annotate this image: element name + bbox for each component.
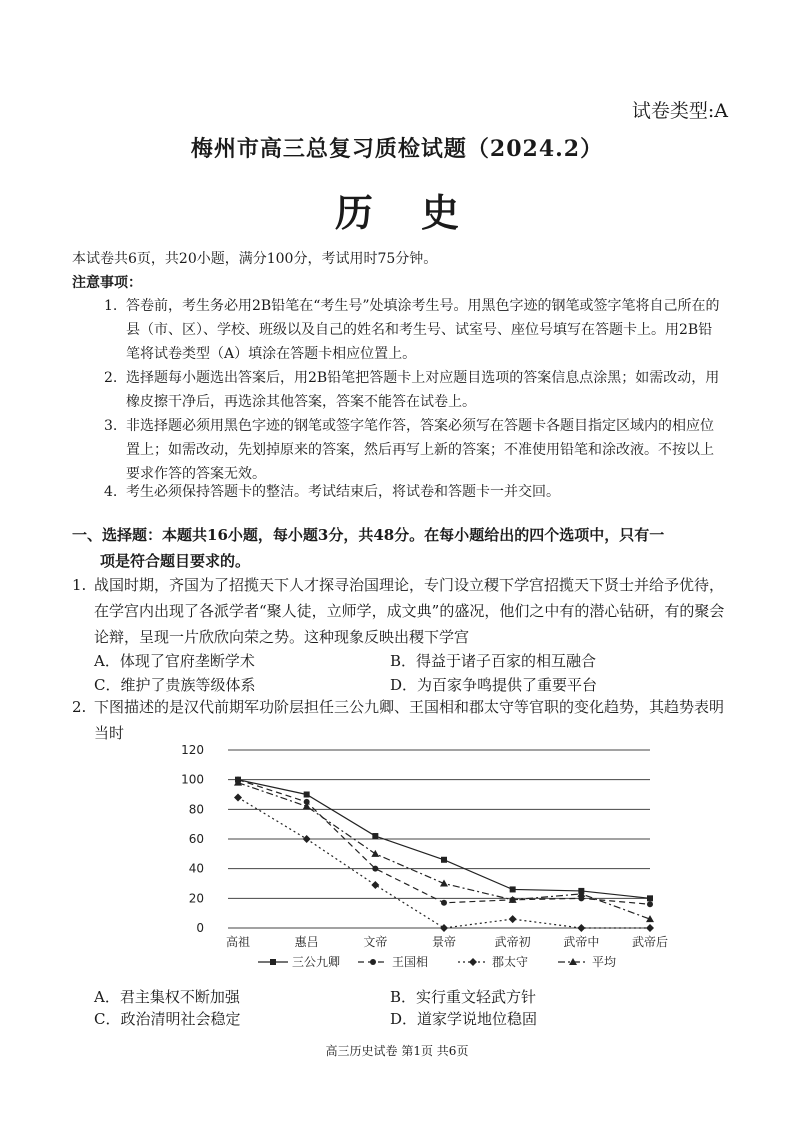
- option-b[interactable]: B．得益于诸子百家的相互融合: [390, 652, 597, 670]
- note-text: 选择题每小题选出答案后，用2B铅笔把答题卡上对应题目选项的答案信息点涂黑；如需改动，用橡皮擦干净后，再选涂其他答案，答案不能答在试卷上。: [126, 370, 720, 410]
- note-text: 非选择题必须用黑色字迹的钢笔或签字笔作答，答案必须写在答题卡各题目指定区域内的相应位置上；如需改动，先划掉原来的答案，然后再写上新的答案；不准使用铅笔和涂改液。不按以上要求作答的答案无效。: [126, 418, 714, 482]
- question-number: 1.: [72, 576, 87, 594]
- note-number: 2.: [104, 370, 118, 386]
- question-stem: 战国时期，齐国为了招揽天下人才探寻治国理论，专门设立稷下学宫招揽天下贤士并给予优待，在学宫内出现了各派学者“聚人徒，立师学，成文典”的盛况，他们之中有的潜心钻研，有的聚会论辩，呈现一片欣欣向荣之势。这种现象反映出稷下学宫: [94, 576, 725, 646]
- note-item: [104, 294, 724, 366]
- line-chart: [180, 740, 669, 978]
- data-point: [371, 881, 379, 889]
- data-point: [510, 886, 516, 892]
- legend-label: 三公九卿: [292, 955, 341, 969]
- x-tick-label: 文帝: [363, 935, 388, 949]
- data-point: [304, 792, 310, 798]
- subject-title: 历史: [334, 190, 507, 235]
- data-point: [371, 850, 379, 857]
- exam-title: 梅州市高三总复习质检试题（2024.2）: [190, 136, 604, 162]
- option-d[interactable]: D．道家学说地位稳固: [390, 1010, 538, 1028]
- paper-type: 试卷类型:A: [631, 100, 728, 122]
- note-number: 1.: [104, 298, 118, 314]
- option-b[interactable]: B．实行重文轻武方针: [390, 988, 537, 1006]
- question-1: [72, 572, 732, 650]
- note-text: 考生必须保持答题卡的整洁。考试结束后，将试卷和答题卡一并交回。: [126, 484, 560, 500]
- x-tick-label: 高祖: [225, 935, 251, 949]
- data-point: [372, 866, 378, 872]
- data-point: [509, 915, 517, 923]
- section-heading: [72, 522, 732, 574]
- legend-label: 王国相: [392, 955, 429, 969]
- notes-heading: 注意事项：: [72, 275, 142, 291]
- data-point: [577, 924, 585, 932]
- x-tick-label: 武帝初: [494, 935, 531, 949]
- y-tick-label: 80: [188, 802, 204, 817]
- data-point: [441, 857, 447, 863]
- x-tick-label: 武帝中: [563, 935, 600, 949]
- note-item: [104, 480, 724, 504]
- legend-label: 郡太守: [492, 955, 529, 969]
- question-stem: 下图描述的是汉代前期军功阶层担任三公九卿、王国相和郡太守等官职的变化趋势，其趋势表明当时: [94, 698, 725, 742]
- note-item: [104, 414, 724, 486]
- note-number: 3.: [104, 418, 118, 434]
- legend-marker: [370, 959, 376, 965]
- data-point: [440, 880, 448, 887]
- data-point: [303, 802, 311, 809]
- y-tick-label: 0: [196, 921, 204, 935]
- legend-marker: [469, 958, 477, 966]
- data-point: [303, 835, 311, 843]
- data-point: [234, 793, 242, 801]
- y-tick-label: 120: [181, 743, 204, 757]
- option-a[interactable]: A．君主集权不断加强: [94, 988, 240, 1006]
- option-c[interactable]: C．维护了贵族等级体系: [94, 676, 256, 694]
- y-tick-label: 100: [181, 772, 204, 787]
- question-2: [72, 694, 732, 746]
- page-footer: 高三历史试卷 第1页 共6页: [325, 1044, 469, 1058]
- section-heading-line1: 一、选择题：本题共16小题，每小题3分，共48分。在每小题给出的四个选项中，只有一: [72, 526, 665, 544]
- data-point: [372, 833, 378, 839]
- y-tick-label: 40: [188, 861, 204, 876]
- exam-intro: 本试卷共6页，共20小题，满分100分，考试用时75分钟。: [72, 251, 438, 267]
- option-d[interactable]: D．为百家争鸣提供了重要平台: [390, 676, 598, 694]
- x-tick-label: 武帝后: [631, 935, 669, 949]
- legend-marker: [270, 959, 276, 965]
- note-text: 答卷前，考生务必用2B铅笔在“考生号”处填涂考生号。用黑色字迹的钢笔或签字笔将自己所在的县（市、区）、学校、班级以及自己的姓名和考生号、试室号、座位号填写在答题卡上。用2B铅笔将试卷类型（A）填涂在答题卡相应位置上。: [126, 298, 720, 362]
- note-item: [104, 366, 724, 414]
- legend-label: 平均: [592, 955, 617, 969]
- section-heading-line2: 项是符合题目要求的。: [100, 552, 251, 570]
- data-point: [646, 924, 654, 932]
- y-tick-label: 20: [188, 891, 204, 906]
- data-point: [441, 900, 447, 906]
- data-point: [647, 901, 653, 907]
- data-point: [647, 895, 653, 901]
- option-c[interactable]: C．政治清明社会稳定: [94, 1010, 241, 1028]
- x-tick-label: 景帝: [431, 935, 457, 949]
- note-number: 4.: [104, 484, 118, 500]
- question-number: 2.: [72, 698, 87, 716]
- y-tick-label: 60: [188, 832, 204, 846]
- data-point: [440, 924, 448, 932]
- option-a[interactable]: A．体现了官府垄断学术: [94, 652, 255, 670]
- x-tick-label: 惠吕: [294, 935, 319, 949]
